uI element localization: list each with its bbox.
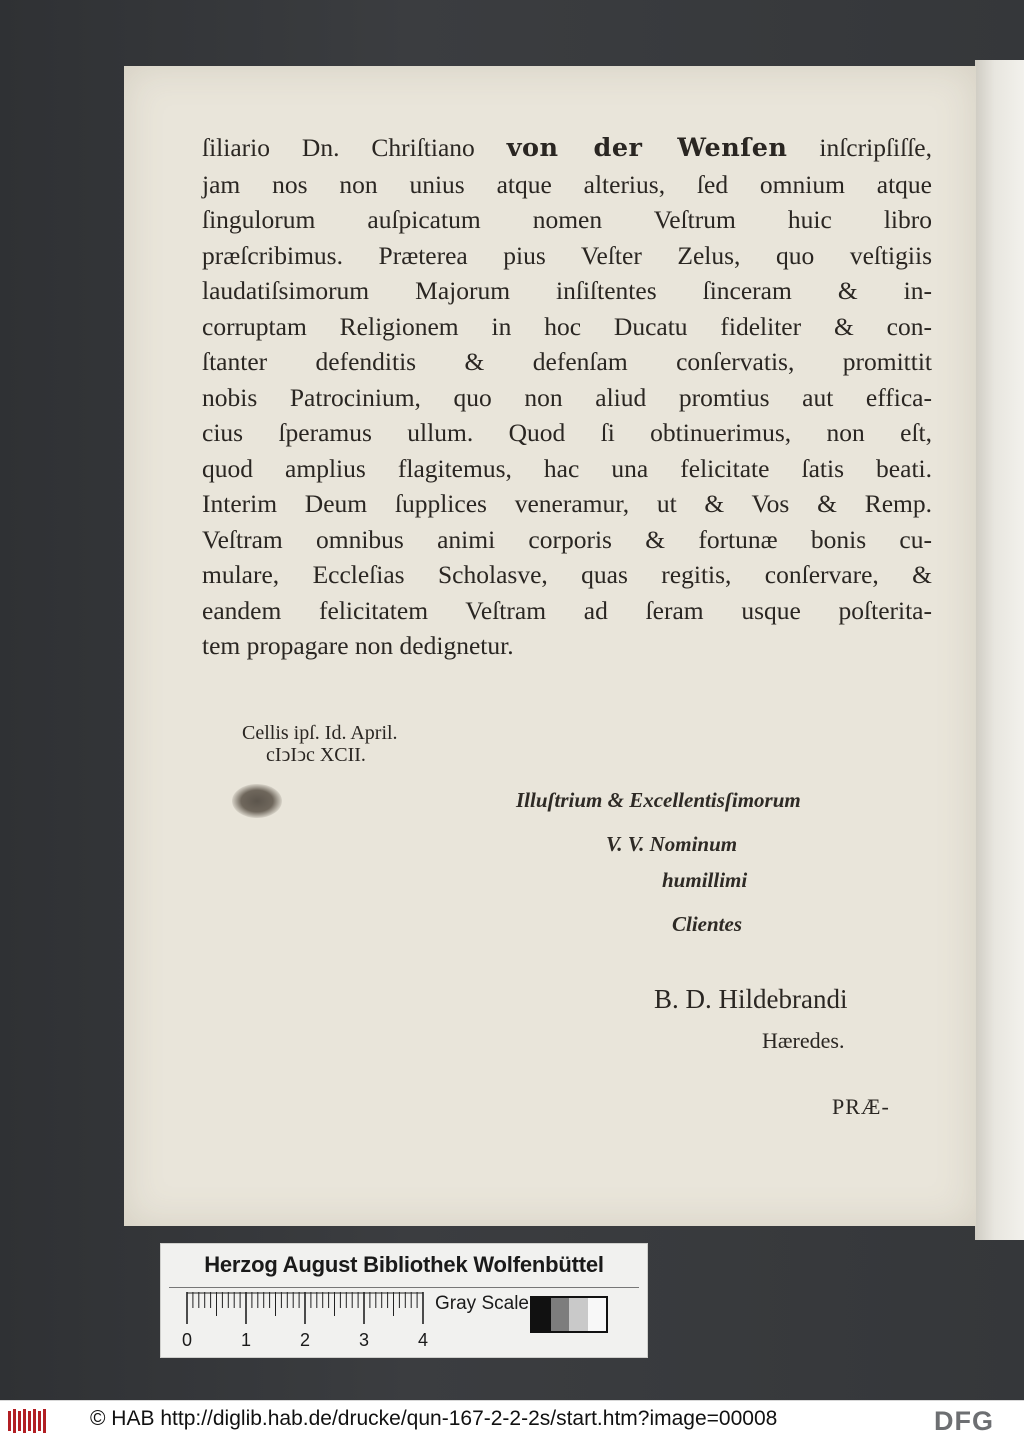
text-line	[202, 238, 932, 274]
text-line	[202, 380, 932, 416]
closing-line-1: Illuſtrium & Excellentisſimorum	[516, 788, 801, 812]
text-run: ſingulorum auſpicatum nomen Veſtrum huic libro	[202, 205, 932, 234]
text-run: laudatiſsimorum Majorum inſiſtentes ſinceram & in-	[202, 276, 932, 305]
signature: B. D. Hildebrandi	[654, 984, 848, 1014]
dateline-year: cIↄIↄc XCII.	[266, 744, 366, 766]
ruler-numbers	[179, 1330, 439, 1352]
text-line	[202, 167, 932, 203]
footer-credit	[90, 1407, 777, 1431]
gray-swatch	[588, 1298, 607, 1331]
ruler-number: 0	[182, 1330, 193, 1350]
dfg-logo: DFG	[934, 1406, 994, 1436]
text-line	[202, 486, 932, 522]
heirs-label: Hæredes.	[762, 1028, 845, 1053]
text-line	[202, 415, 932, 451]
ink-blot	[232, 784, 282, 818]
text-line	[202, 628, 932, 664]
text-run: tem propagare non dedignetur.	[202, 631, 514, 660]
body-text	[202, 130, 932, 664]
gray-swatch	[551, 1298, 570, 1331]
text-run: cius ſperamus ullum. Quod ſi obtinuerimus, non eſt,	[202, 418, 932, 447]
text-run: nobis Patrocinium, quo non aliud promtius aut effica-	[202, 382, 932, 412]
card-divider	[169, 1287, 639, 1288]
text-line	[202, 130, 932, 167]
permalink[interactable]: http://diglib.hab.de/drucke/qun-167-2-2-2s/start.htm?image=00008	[160, 1407, 778, 1430]
text-run: ſiliario Dn. Chriſtiano	[202, 133, 507, 162]
text-line	[202, 522, 932, 558]
library-name: Herzog August Bibliothek Wolfenbüttel	[204, 1252, 604, 1277]
hab-logo-icon	[6, 1407, 48, 1435]
copyright: © HAB	[90, 1407, 155, 1430]
color-scale-card	[160, 1243, 648, 1358]
text-run: Veſtram omnibus animi corporis & fortunæ bonis cu-	[202, 524, 932, 554]
text-line	[202, 593, 932, 629]
text-line	[202, 344, 932, 380]
dateline	[242, 722, 398, 766]
catchword: PRÆ-	[832, 1094, 890, 1119]
text-run: mulare, Eccleſias Scholasve, quas regitis, conſervare, &	[202, 560, 932, 589]
text-run: Interim Deum ſupplices veneramur, ut & Vos & Remp.	[202, 489, 932, 518]
text-run: præſcribimus. Præterea pius Veſter Zelus, quo veſtigiis	[202, 240, 932, 270]
footer-bar	[0, 1400, 1024, 1441]
facing-page-edge	[975, 60, 1024, 1240]
text-run: quod amplius flagitemus, hac una felicitate ſatis beati.	[202, 453, 932, 483]
ruler-number: 3	[359, 1330, 370, 1350]
text-line	[202, 202, 932, 238]
dateline-place: Cellis ipſ. Id. April.	[242, 722, 398, 744]
text-line	[202, 309, 932, 345]
closing-line-3: humillimi	[662, 868, 748, 892]
text-run: ſtanter defenditis & defenſam conſervatis, promittit	[202, 347, 932, 376]
text-line	[202, 451, 932, 487]
gray-swatch	[532, 1298, 551, 1331]
gray-swatches	[530, 1296, 608, 1333]
scanned-page	[124, 66, 976, 1226]
text-run: eandem felicitatem Veſtram ad ſeram usque poſterita-	[202, 595, 932, 625]
text-run: inſcripſiſſe,	[787, 133, 932, 162]
gray-scale-label: Gray Scale	[435, 1293, 529, 1314]
closing-line-2: V. V. Nominum	[606, 832, 738, 856]
fraktur-name: von der Wenſen	[506, 133, 788, 163]
text-line	[202, 557, 932, 593]
text-run: jam nos non unius atque alterius, ſed omnium atque	[202, 169, 932, 199]
ruler-number: 2	[300, 1330, 311, 1350]
ruler	[185, 1292, 435, 1326]
text-run: corruptam Religionem in hoc Ducatu fideliter & con-	[202, 311, 932, 341]
ruler-number: 4	[418, 1330, 429, 1350]
closing-line-4: Clientes	[672, 912, 743, 936]
text-line	[202, 273, 932, 309]
ruler-number: 1	[241, 1330, 252, 1350]
gray-swatch	[569, 1298, 588, 1331]
